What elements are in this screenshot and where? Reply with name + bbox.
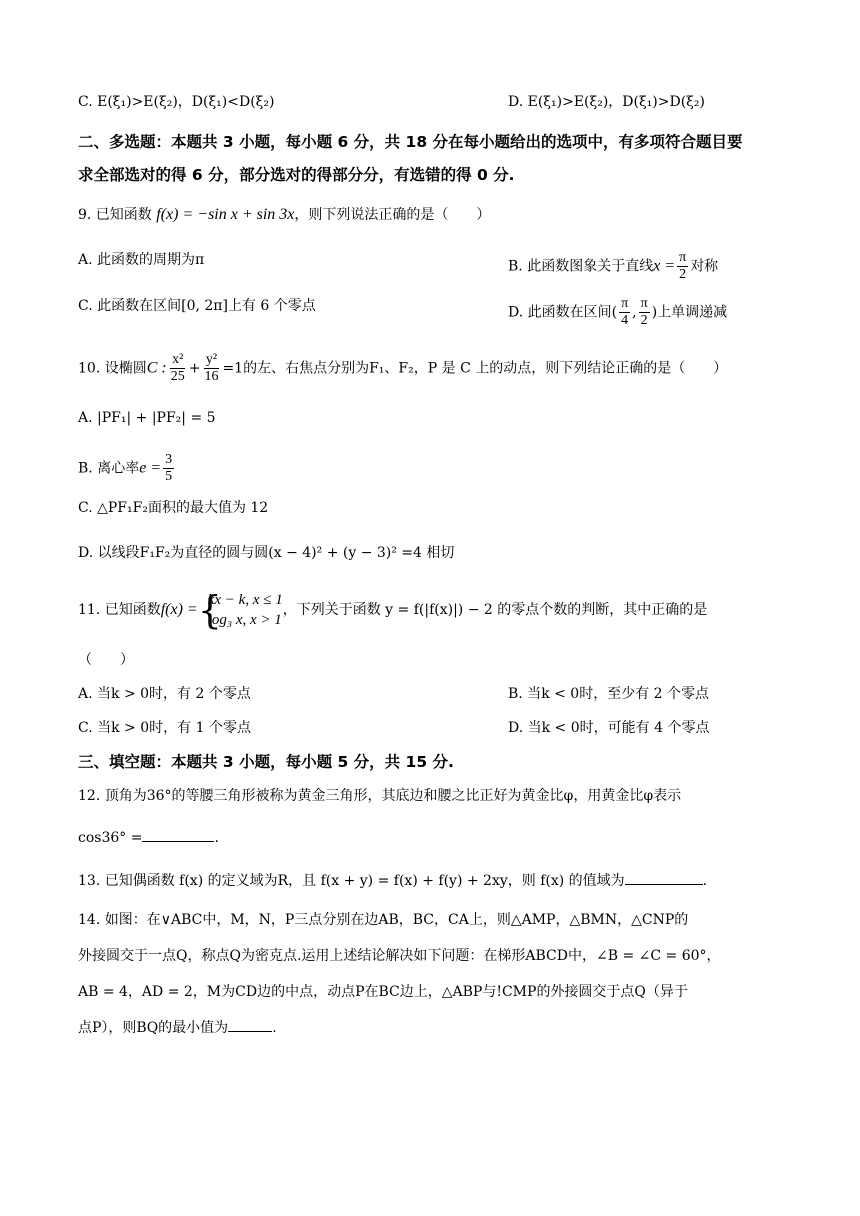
q10-option-a: A. |PF₁| + |PF₂| = 5 [78,410,216,426]
left-brace: { [197,588,222,632]
q9-option-d [508,296,727,329]
frac-den: 2 [640,313,648,328]
frac-num: π [679,250,687,265]
q10-suffix: 的左、右焦点分别为F₁、F₂，P 是 C 上的动点，则下列结论正确的是（ ） [243,360,728,377]
q10-frac-x [169,352,187,385]
q8-options-row [78,92,790,112]
q11-fx: f(x) = [160,601,198,618]
frac-num: y² [205,352,218,367]
q14-line4 [78,1018,790,1038]
q8-option-d: D. E(ξ₁)>E(ξ₂)，D(ξ₁)>D(ξ₂) [508,94,705,110]
q9-option-c: C. 此函数在区间[0, 2π]上有 6 个零点 [78,298,316,314]
q9-options-ab [78,250,790,282]
q9-option-b-x: x = [653,257,676,275]
q11-option-c: C. 当k > 0时，有 1 个零点 [78,720,251,736]
q11-paren: （ ） [78,652,134,668]
frac-den: 4 [621,313,629,328]
q14-end: . [272,1020,277,1036]
q9-option-a: A. 此函数的周期为π [78,252,205,268]
q10-option-c: C. △PF₁F₂面积的最大值为 12 [78,500,269,516]
frac-num: x² [172,352,184,367]
q14-line3: AB = 4，AD = 2，M为CD边的中点，动点P在BC边上，△ABP与!CMP的外接圆交于点Q（异于 [78,984,688,1000]
q9-formula: f(x) = −sin x + sin 3x [156,206,295,223]
frac-den: 2 [679,267,687,282]
q9-option-d-prefix: D. 此函数在区间( [508,304,618,321]
q11-suffix: ，下列关于函数 y = f(|f(x)|) − 2 的零点个数的判断，其中正确的是 [282,602,708,618]
section2-heading-line2: 求全部选对的得 6 分，部分选对的得部分分，有选错的得 0 分. [78,166,515,184]
q12-line2 [78,828,790,848]
q11-case1: kx − k, x ≤ 1 [207,592,283,608]
section2-heading-line1: 二、多选题：本题共 3 小题，每小题 6 分，共 18 分在每小题给出的选项中，有多项符合题目要 [78,133,743,151]
q9-stem-prefix: 9. 已知函数 [78,207,157,223]
q9-option-d-sep: , [632,304,637,321]
q14-line2: 外接圆交于一点Q，称点Q为密克点.运用上述结论解决如下问题：在梯形ABCD中，∠B = ∠C = 60°， [78,948,721,964]
q10-eq: =1 [222,360,244,377]
q13-answer-blank[interactable] [625,884,703,885]
frac-num: 3 [165,452,173,467]
frac-num: π [640,296,648,311]
q12-answer-blank[interactable] [142,841,214,842]
q10-option-d: D. 以线段F₁F₂为直径的圆与圆(x − 4)² + (y − 3)² =4 相切 [78,545,455,561]
q11-options-ab [78,684,790,704]
q10-ellipse-label: C : [146,359,167,377]
q10-stem [78,352,790,385]
q9-option-d-frac2 [639,296,650,329]
q10-option-b-e: e = [139,459,162,477]
q12-cos: cos36° = [78,830,143,846]
q14-line1: 14. 如图：在∨ABC中，M，N，P三点分别在边AB，BC，CA上，则△AMP，△BMN，△CNP的 [78,912,689,928]
q11-prefix: 11. 已知函数 [78,602,161,618]
section3-heading: 三、填空题：本题共 3 小题，每小题 5 分，共 15 分. [78,753,454,771]
q14-answer-blank[interactable] [228,1031,272,1032]
q9-option-b-fraction [677,250,688,283]
q8-option-c: C. E(ξ₁)>E(ξ₂)，D(ξ₁)<D(ξ₂) [78,94,275,110]
frac-den: 25 [170,369,185,384]
q11-option-b: B. 当k < 0时，至少有 2 个零点 [508,686,710,702]
q9-option-b [508,250,718,283]
frac-den: 16 [204,369,219,384]
q10-option-b-text: B. 离心率 [78,460,140,477]
q9-stem [78,205,790,225]
q13-text: 13. 已知偶函数 f(x) 的定义域为R，且 f(x + y) = f(x) + f(y) + 2xy，则 f(x) 的值域为 [78,873,625,889]
q9-option-d-suffix: )上单调递减 [651,304,728,321]
q11-stem [78,590,790,630]
q11-case2: log₃ x, x > 1 [207,612,282,628]
q11-options-cd [78,718,790,738]
q12-line1: 12. 顶角为36°的等腰三角形被称为黄金三角形，其底边和腰之比正好为黄金比φ，用黄金比φ表示 [78,788,682,804]
q9-option-b-suffix: 对称 [690,258,719,275]
q10-plus: + [188,360,201,377]
q9-option-d-frac1 [619,296,630,329]
q9-option-b-text: B. 此函数图象关于直线 [508,258,654,275]
q9-options-cd [78,296,790,328]
q11-option-d: D. 当k < 0时，可能有 4 个零点 [508,720,710,736]
q9-stem-suffix: ，则下列说法正确的是（ ） [294,207,491,223]
q12-end: . [214,830,219,846]
q14-line4-text: 点P），则BQ的最小值为 [78,1020,229,1036]
q11-piecewise [198,590,283,630]
q10-option-b [78,452,790,485]
frac-num: π [621,296,629,311]
q13-line [78,871,790,891]
frac-den: 5 [165,469,173,484]
q11-option-a: A. 当k > 0时，有 2 个零点 [78,686,251,702]
q10-prefix: 10. 设椭圆 [78,360,147,377]
q13-end: . [702,873,708,889]
q10-frac-y [202,352,220,385]
q10-option-b-fraction [163,452,174,485]
